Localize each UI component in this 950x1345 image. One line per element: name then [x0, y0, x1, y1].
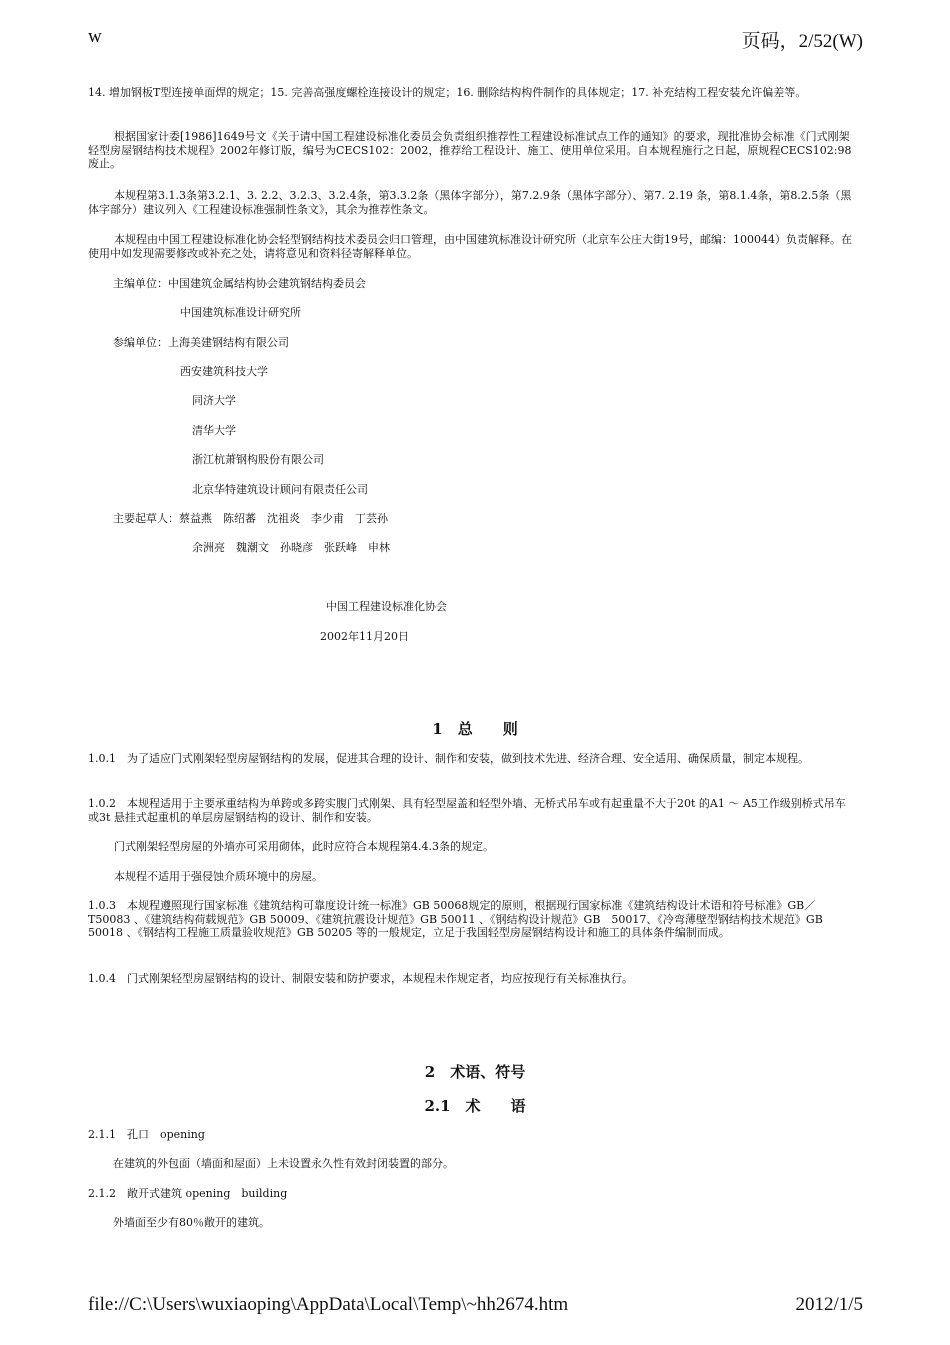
participating-unit-6: 北京华特建筑设计顾问有限责任公司 [192, 483, 368, 496]
section-2-1-title: 2.1 术 语 [424, 1097, 526, 1115]
participating-unit-3: 同济大学 [192, 394, 236, 407]
participating-unit-5: 浙江杭萧钢构股份有限公司 [192, 453, 324, 466]
preface-paragraph-3: 本规程第3.1.3条第3.2.1、3. 2.2、3.2.3、3.2.4条，第3.3.2条（黑体字部分），第7.2.9条（黑体字部分）、第7. 2.19 条，第8.1.4条，第8.2.5条（黑体字部分）建议列入《工程建设标准强制性条文》，其余为推荐性条文。 [88, 189, 852, 216]
chapter-1-title: 1 总 则 [432, 720, 518, 738]
chief-editor-unit-1: 主编单位：中国建筑金属结构协会建筑钢结构委员会 [113, 277, 366, 290]
clause-1-0-4: 1.0.4 门式刚架轻型房屋钢结构的设计、制限安装和防护要求，本规程未作规定者，均应按现行有关标准执行。 [88, 972, 633, 985]
clause-1-0-2-note-2: 本规程不适用于强侵蚀介质环境中的房屋。 [114, 870, 323, 883]
main-drafters-2: 余洲亮 魏潮文 孙晓彦 张跃峰 申林 [192, 541, 390, 554]
file-path: file://C:\Users\wuxiaoping\AppData\Local\Temp\~hh2674.htm [88, 1294, 569, 1315]
participating-unit-1: 参编单位：上海美建钢结构有限公司 [113, 336, 289, 349]
chief-editor-unit-2: 中国建筑标准设计研究所 [180, 306, 301, 319]
main-drafters-1: 主要起草人：蔡益燕 陈绍蕃 沈祖炎 李少甫 丁芸孙 [113, 512, 388, 525]
preface-paragraph-1: 14. 增加钢板T型连接单面焊的规定；15. 完善高强度螺栓连接设计的规定；16. 删除结构构件制作的具体规定；17. 补充结构工程安装允许偏差等。 [88, 86, 807, 99]
print-date: 2012/1/5 [795, 1294, 863, 1315]
participating-unit-4: 清华大学 [192, 424, 236, 437]
issue-date: 2002年11月20日 [320, 630, 409, 643]
preface-paragraph-2: 根据国家计委[1986]1649号文《关于请中国工程建设标准化委员会负责组织推荐性工程建设标准试点工作的通知》的要求，现批准协会标准《门式刚架轻型房屋钢结构技术规程》2002年修订版，编号为CECS102：2002，推荐给工程设计、施工、使用单位采用。自本规程施行之日起，原规程CECS102:98废止。 [88, 130, 852, 170]
clause-1-0-3: 1.0.3 本规程遵照现行国家标准《建筑结构可靠度设计统一标准》GB 50068规定的原则，根据现行国家标准《建筑结构设计术语和符号标准》GB／T50083 、《建筑结构荷载规范》GB 50009、《建筑抗震设计规范》GB 50011 、《钢结构设计规范》GB 50017、《冷弯薄壁型钢结构技术规范》GB 50018 、《钢结构工程施工质量验收规范》GB 50205 等的一般规定，立足于我国轻型房屋钢结构设计和施工的具体条件编制而成。 [88, 899, 823, 939]
page-number: 页码，2/52(W) [741, 31, 863, 52]
clause-1-0-2: 1.0.2 本规程适用于主要承重结构为单跨或多跨实腹门式刚架、具有轻型屋盖和轻型外墙、无桥式吊车或有起重量不大于20t 的A1 ～ A5工作级别桥式吊车或3t 悬挂式起重机的单层房屋钢结构的设计、制作和安装。 [88, 797, 846, 824]
page-header-left: w [88, 26, 102, 47]
participating-unit-2: 西安建筑科技大学 [180, 365, 268, 378]
term-2-1-1: 2.1.1 孔口 opening [88, 1128, 205, 1141]
preface-paragraph-4: 本规程由中国工程建设标准化协会轻型钢结构技术委员会归口管理，由中国建筑标准设计研究所（北京车公庄大街19号，邮编：100044）负责解释。在使用中如发现需要修改或补充之处，请将意见和资料径寄解释单位。 [88, 233, 852, 260]
term-2-1-1-definition: 在建筑的外包面（墙面和屋面）上未设置永久性有效封闭装置的部分。 [113, 1157, 454, 1170]
chapter-2-title: 2 术语、符号 [424, 1063, 526, 1081]
term-2-1-2-definition: 外墙面至少有80％敞开的建筑。 [113, 1216, 270, 1229]
issuing-organization: 中国工程建设标准化协会 [326, 600, 447, 613]
clause-1-0-2-note-1: 门式刚架轻型房屋的外墙亦可采用砌体，此时应符合本规程第4.4.3条的规定。 [114, 840, 494, 853]
term-2-1-2: 2.1.2 敞开式建筑 opening building [88, 1187, 288, 1200]
clause-1-0-1: 1.0.1 为了适应门式刚架轻型房屋钢结构的发展，促进其合理的设计、制作和安装，做到技术先进、经济合理、安全适用、确保质量，制定本规程。 [88, 752, 809, 765]
